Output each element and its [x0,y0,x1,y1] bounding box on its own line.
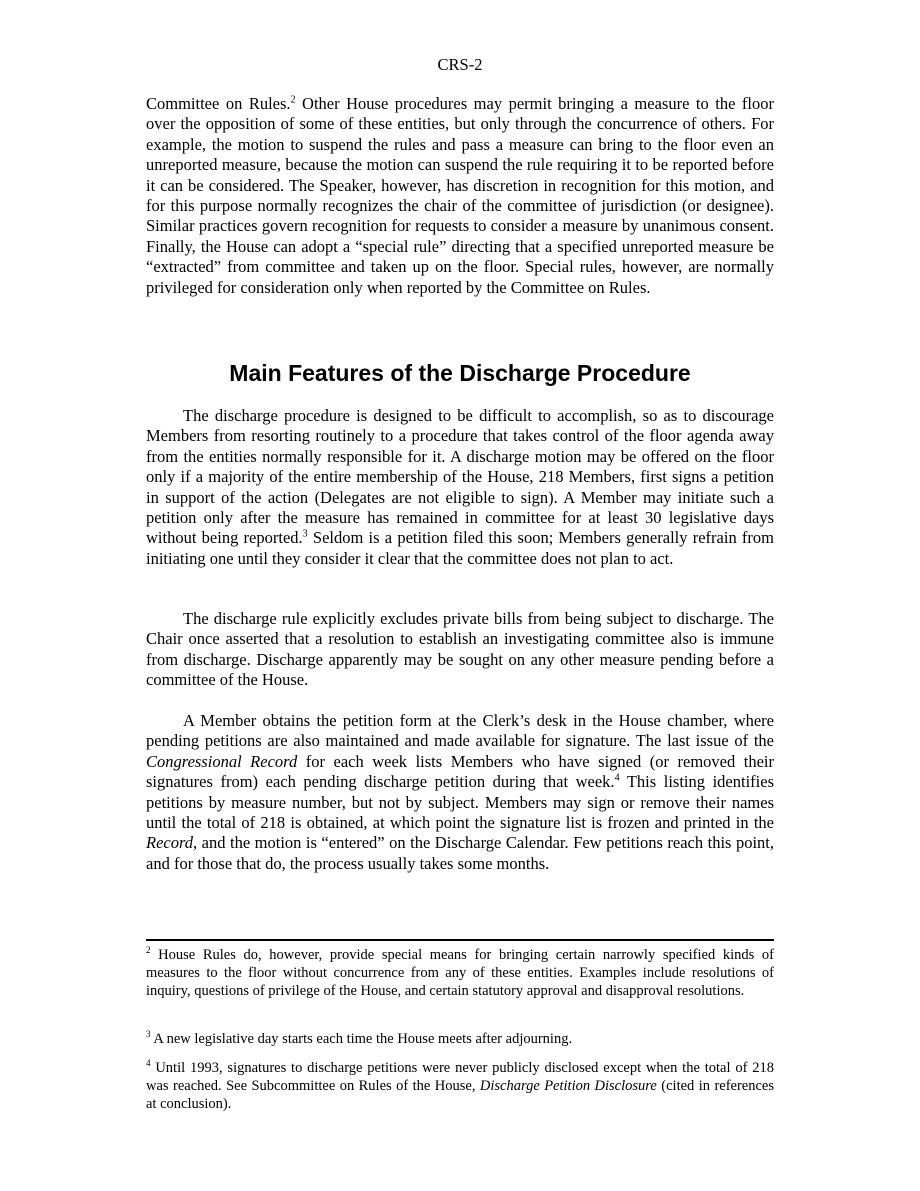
footnote-divider [146,939,774,941]
footnote-number-3: 3 [146,1029,151,1040]
footnote-4-text-a: Until 1993, signatures to discharge petitions were never publicly disclosed except when the total of 218 was reached. See Subcommittee on Rules of the House, [146,1060,774,1095]
intro-text-a: Committee on Rules. [146,94,291,113]
section-paragraph-1 [146,406,774,569]
intro-text-b: Other House procedures may permit bringing a measure to the floor over the opposition of some of these entities, but only through the concurrence of others. For example, the motion to suspend the rules and pass a measure can bring to the floor even an unreported measure, because the motion can suspend the rule requiring it to be reported before it can be considered. The Speaker, however, has discretion in recognition for this motion, and for this purpose normally recognizes the chair of the committee of jurisdiction (or designee). Similar practices govern recognition for requests to consider a measure by unanimous consent. Finally, the House can adopt a “special rule” directing that a specified unreported measure be “extracted” from committee and taken up on the floor. Special rules, however, are normally privileged for consideration only when reported by the Committee on Rules. [146,94,774,297]
footnote-4-italic-title: Discharge Petition Disclosure [479,1078,657,1095]
section-paragraph-3 [146,711,774,874]
footnote-4-text-b: (cited in references at conclusion). [146,1078,774,1113]
footnote-ref-2[interactable]: 2 [290,94,296,106]
section-p3-text-c: This listing identifies petitions by measure number, but not by subject. Members may sign or remove their names until the total of 218 is obtained, at which point the signature list is frozen and printed in the [146,772,774,833]
section-p1-text-b: Seldom is a petition filed this soon; Members generally refrain from initiating one until they consider it clear that the committee does not plan to act. [146,528,775,568]
footnote-ref-4[interactable]: 4 [614,772,620,784]
section-p3-text-b: for each week lists Members who have signed (or removed their signatures from) each pending discharge petition during that week. [146,751,775,792]
section-paragraph-2: The discharge rule explicitly excludes private bills from being subject to discharge. The Chair once asserted that a resolution to establish an investigating committee also is immune from discharge. Discharge apparently may be sought on any other measure pending before a committee of the House. [146,609,774,690]
section-heading: Main Features of the Discharge Procedure [229,360,691,386]
record-title: Record [146,833,194,853]
footnote-4 [146,1059,774,1114]
section-p1-text-a: The discharge procedure is designed to be difficult to accomplish, so as to discourage Members from resorting routinely to a procedure that takes control of the floor agenda away from the entities normally responsible for it. A discharge motion may be offered on the floor only if a majority of the entire membership of the House, 218 Members, first signs a petition in support of the action (Delegates are not eligible to sign). A Member may initiate such a petition only after the measure has remained in committee for at least 30 legislative days without being reported. [146,406,774,548]
congressional-record-title: Congressional Record [146,751,298,771]
footnote-number-4: 4 [146,1058,151,1069]
footnote-number-2: 2 [146,945,151,956]
footnote-2 [146,946,774,1001]
footnote-ref-3[interactable]: 3 [302,528,308,540]
section-p3-text-d: , and the motion is “entered” on the Discharge Calendar. Few petitions reach this point, and for those that do, the process usually takes some months. [146,833,774,873]
intro-paragraph [146,94,774,298]
footnote-2-text: House Rules do, however, provide special means for bringing certain narrowly specified kinds of measures to the floor without concurrence from any of these entities. Examples include resolutions of inquiry, questions of privilege of the House, and certain statutory approval and disapproval resolutions. [146,947,774,1000]
page-header: CRS-2 [437,55,483,74]
section-p3-text-a: A Member obtains the petition form at the Clerk’s desk in the House chamber, where pending petitions are also maintained and made available for signature. The last issue of the [146,711,774,751]
footnote-3 [146,1030,774,1048]
footnote-3-text: A new legislative day starts each time the House meets after adjourning. [150,1031,573,1047]
